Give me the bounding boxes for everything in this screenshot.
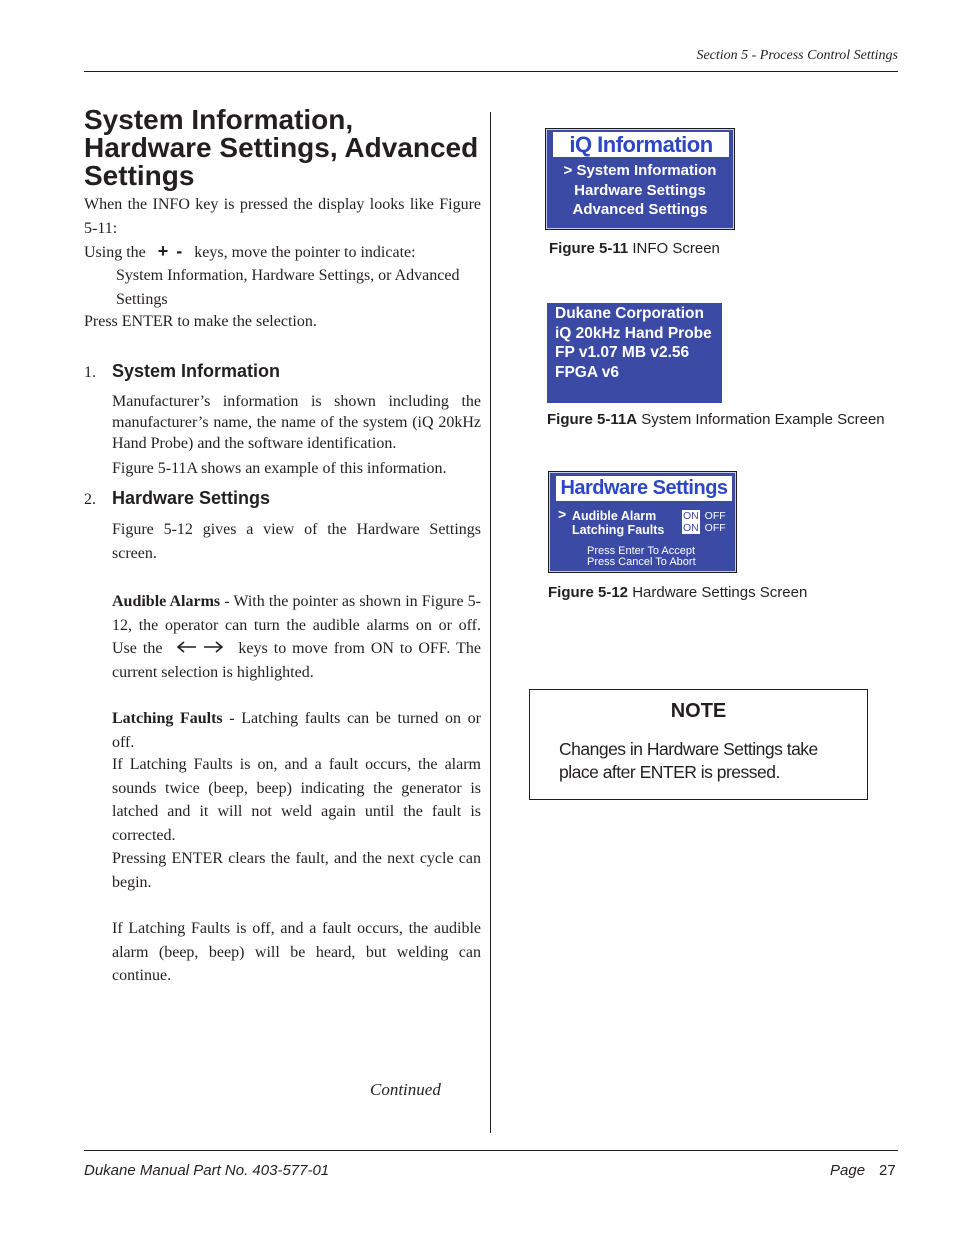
minus-key-icon: - <box>176 241 183 261</box>
pointer-icon: > <box>558 506 567 522</box>
intro-using-text: Using the <box>84 244 146 261</box>
plus-key-icon: + <box>157 241 169 261</box>
system-information-screen <box>547 303 722 403</box>
manual-part-number: Dukane Manual Part No. 403-577-01 <box>84 1162 330 1179</box>
accept-instruction: Press Enter To Accept <box>587 545 696 557</box>
latching-faults-off: OFF <box>704 522 726 534</box>
page-number-label <box>830 1162 896 1179</box>
audible-alarm-toggle <box>682 510 726 522</box>
info-screen-line-hardware-settings: Hardware Settings <box>574 182 706 199</box>
footer-rule <box>84 1150 898 1151</box>
latching-faults-toggle <box>682 522 726 534</box>
audible-alarms-paragraph <box>112 590 481 685</box>
audible-alarm-item: Audible Alarm <box>572 509 657 523</box>
figure-5-11a-number: Figure 5-11A <box>547 411 638 428</box>
figure-5-11-text: INFO Screen <box>628 240 720 257</box>
audible-alarms-text-2: keys to move from ON to OFF. The current selection is highlighted. <box>112 640 481 682</box>
intro-paragraph-2 <box>84 240 481 265</box>
enter-clears-paragraph: Pressing ENTER clears the fault, and the next cycle can begin. <box>112 850 481 891</box>
figure-5-11-number: Figure 5-11 <box>549 240 629 257</box>
system-information-heading: System Information <box>112 361 281 381</box>
latching-faults-on: ON <box>683 522 699 534</box>
abort-instruction: Press Cancel To Abort <box>587 556 696 568</box>
header-rule <box>84 71 898 72</box>
audible-alarm-off: OFF <box>704 510 726 522</box>
hardware-settings-heading: Hardware Settings <box>112 488 271 508</box>
info-screen <box>545 128 735 230</box>
latching-on-paragraph: If Latching Faults is on, and a fault occurs, the alarm sounds twice (beep, beep) indicating the generator is latched and it will not weld again until the fault is corrected. <box>112 756 481 844</box>
system-information-paragraph: Manufacturer’s information is shown including the manufacturer’s name, the name of the system (iQ 20kHz Hand Probe) and the software identification. <box>112 393 481 452</box>
intro-paragraph-1: When the INFO key is pressed the display looks like Figure 5-11: <box>84 196 481 237</box>
hardware-settings-screen-title: Hardware Settings <box>556 476 732 501</box>
note-box <box>529 689 868 800</box>
sysinfo-line-firmware: FP v1.07 MB v2.56 <box>555 344 690 361</box>
page-number: 27 <box>879 1162 896 1179</box>
hardware-settings-screen <box>548 471 737 573</box>
figure-5-11a-text: System Information Example Screen <box>637 411 885 428</box>
latching-faults-label: Latching Faults <box>112 710 223 727</box>
intro-keys-text: keys, move the pointer to indicate: <box>194 244 416 261</box>
note-text: Changes in Hardware Settings take place after ENTER is pressed. <box>559 739 818 782</box>
hardware-settings-paragraph: Figure 5-12 gives a view of the Hardware Settings screen. <box>112 521 481 562</box>
latching-faults-text: - Latching faults can be turned on or off. <box>112 710 482 751</box>
figure-5-12-text: Hardware Settings Screen <box>628 584 808 601</box>
intro-options: System Information, Hardware Settings, or Advanced Settings <box>116 267 460 308</box>
intro-paragraph-4: Press ENTER to make the selection. <box>84 313 317 330</box>
system-information-example-paragraph: Figure 5-11A shows an example of this information. <box>112 460 447 477</box>
figure-5-11a-caption <box>547 411 885 428</box>
audible-alarms-label: Audible Alarms <box>112 593 221 610</box>
item-1-number: 1. <box>84 364 96 381</box>
latching-faults-paragraph <box>112 707 481 754</box>
running-header: Section 5 - Process Control Settings <box>696 48 898 63</box>
left-right-arrow-keys-icon <box>176 638 224 662</box>
page-label: Page <box>830 1162 866 1179</box>
column-divider <box>490 112 491 1133</box>
figure-5-11-caption <box>549 240 720 257</box>
info-screen-line-advanced-settings: Advanced Settings <box>572 201 708 218</box>
figure-5-12-caption <box>548 584 807 601</box>
info-screen-line-system-information: > System Information <box>563 162 717 179</box>
audible-alarms-text: - With the pointer as shown in Figure 5-12, the operator can turn the audible alarms on or off. Use the <box>112 593 481 657</box>
note-title: NOTE <box>670 700 727 722</box>
audible-alarm-on: ON <box>683 510 699 522</box>
continued-label: Continued <box>370 1080 441 1099</box>
info-screen-title: iQ Information <box>553 132 729 157</box>
page-title: System Information, Hardware Settings, Advanced Settings <box>84 104 479 191</box>
latching-off-paragraph: If Latching Faults is off, and a fault occurs, the audible alarm (beep, beep) will be heard, but welding can continue. <box>112 920 481 984</box>
latching-faults-item: Latching Faults <box>572 523 665 537</box>
sysinfo-line-fpga: FPGA v6 <box>555 364 620 381</box>
item-2-number: 2. <box>84 491 96 508</box>
sysinfo-line-system: iQ 20kHz Hand Probe <box>555 325 712 342</box>
sysinfo-line-manufacturer: Dukane Corporation <box>555 305 704 322</box>
figure-5-12-number: Figure 5-12 <box>548 584 629 601</box>
